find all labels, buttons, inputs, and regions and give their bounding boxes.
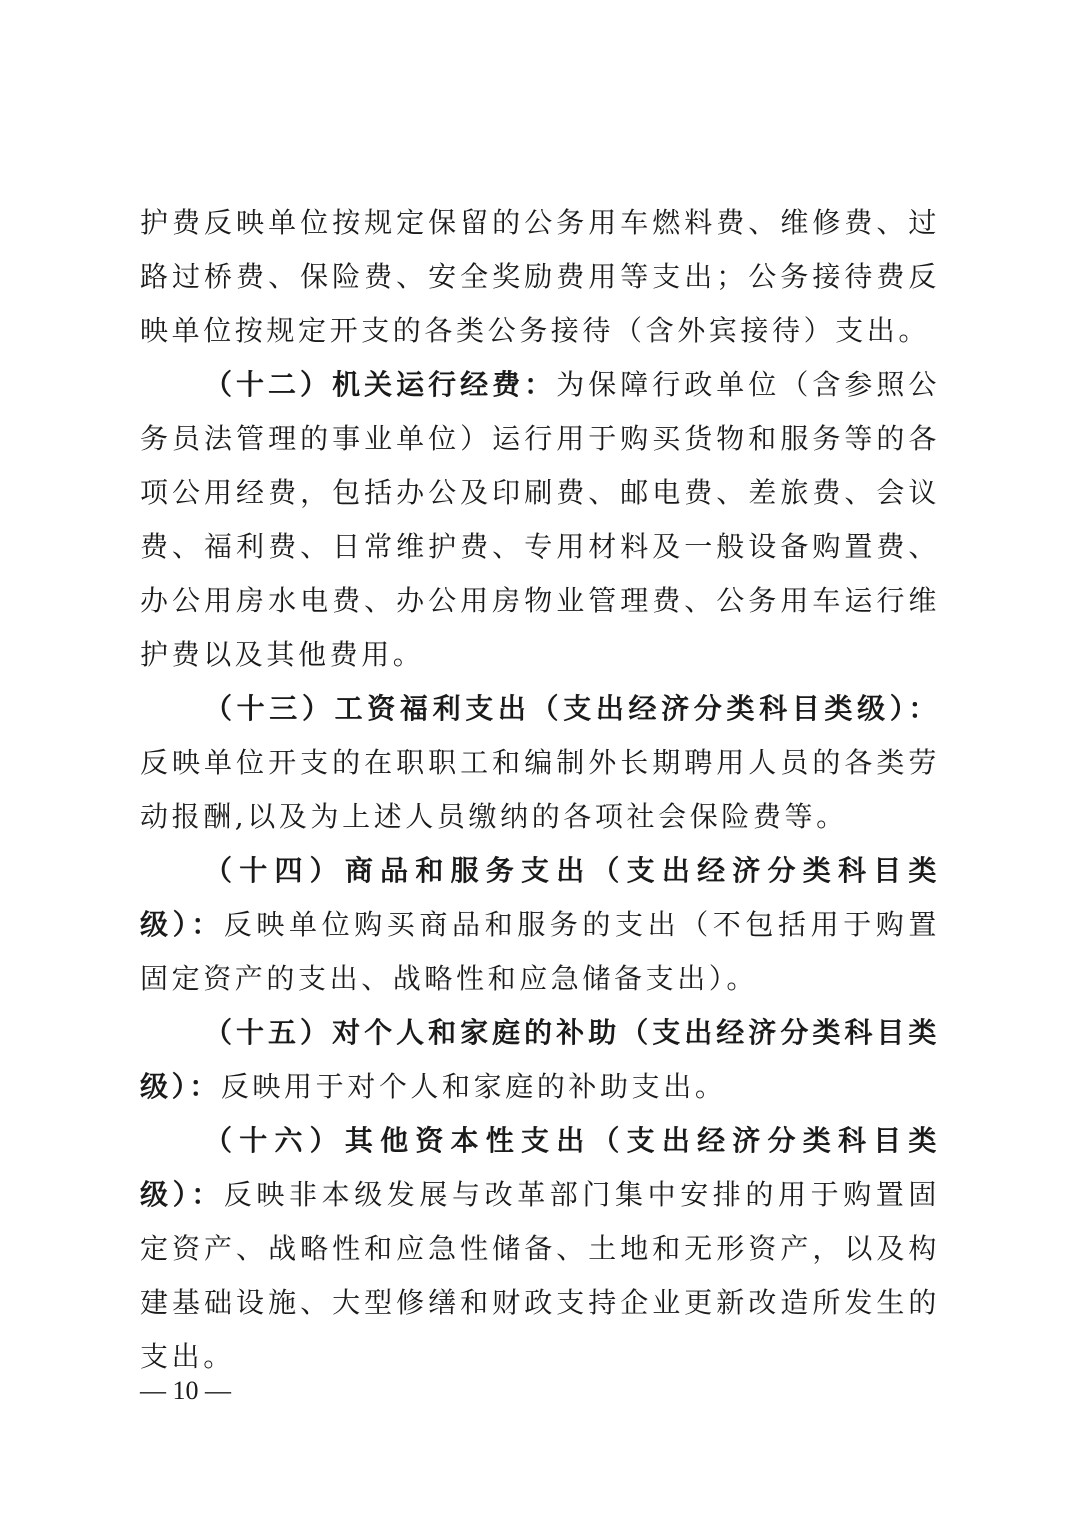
paragraph-item-14 [140,844,940,1006]
paragraph-continuation [140,196,940,358]
item-14-heading: （十四）商品和服务支出（支出经济分类科目类级）： [140,854,940,941]
item-13-heading: （十三）工资福利支出（支出经济分类科目类级）： [204,692,940,725]
item-13-body: 反映单位开支的在职职工和编制外长期聘用人员的各类劳动报酬,以及为上述人员缴纳的各项社会保险费等。 [140,746,940,833]
item-16-heading: （十六）其他资本性支出（支出经济分类科目类级）： [140,1124,940,1211]
item-15-body: 反映用于对个人和家庭的补助支出。 [220,1070,727,1103]
item-12-body: 为保障行政单位（含参照公务员法管理的事业单位）运行用于购买货物和服务等的各项公用经费，包括办公及印刷费、邮电费、差旅费、会议费、福利费、日常维护费、专用材料及一般设备购置费、办公用房水电费、办公用房物业管理费、公务用车运行维护费以及其他费用。 [140,368,940,671]
paragraph-item-13 [140,682,940,844]
item-12-heading: （十二）机关运行经费： [204,368,557,401]
paragraph-item-12 [140,358,940,682]
paragraph-item-15 [140,1006,940,1114]
item-14-body: 反映单位购买商品和服务的支出（不包括用于购置固定资产的支出、战略性和应急储备支出）。 [140,908,941,995]
item-16-body: 反映非本级发展与改革部门集中安排的用于购置固定资产、战略性和应急性储备、土地和无形资产，以及构建基础设施、大型修缮和财政支持企业更新改造所发生的支出。 [140,1178,941,1373]
paragraph-body-text: 护费反映单位按规定保留的公务用车燃料费、维修费、过路过桥费、保险费、安全奖励费用等支出；公务接待费反映单位按规定开支的各类公务接待（含外宾接待）支出。 [140,206,940,347]
page-number: — 10 — [140,1376,231,1405]
item-15-heading: （十五）对个人和家庭的补助（支出经济分类科目类级）： [140,1016,940,1103]
paragraph-item-16 [140,1114,940,1384]
document-body [140,196,940,1384]
